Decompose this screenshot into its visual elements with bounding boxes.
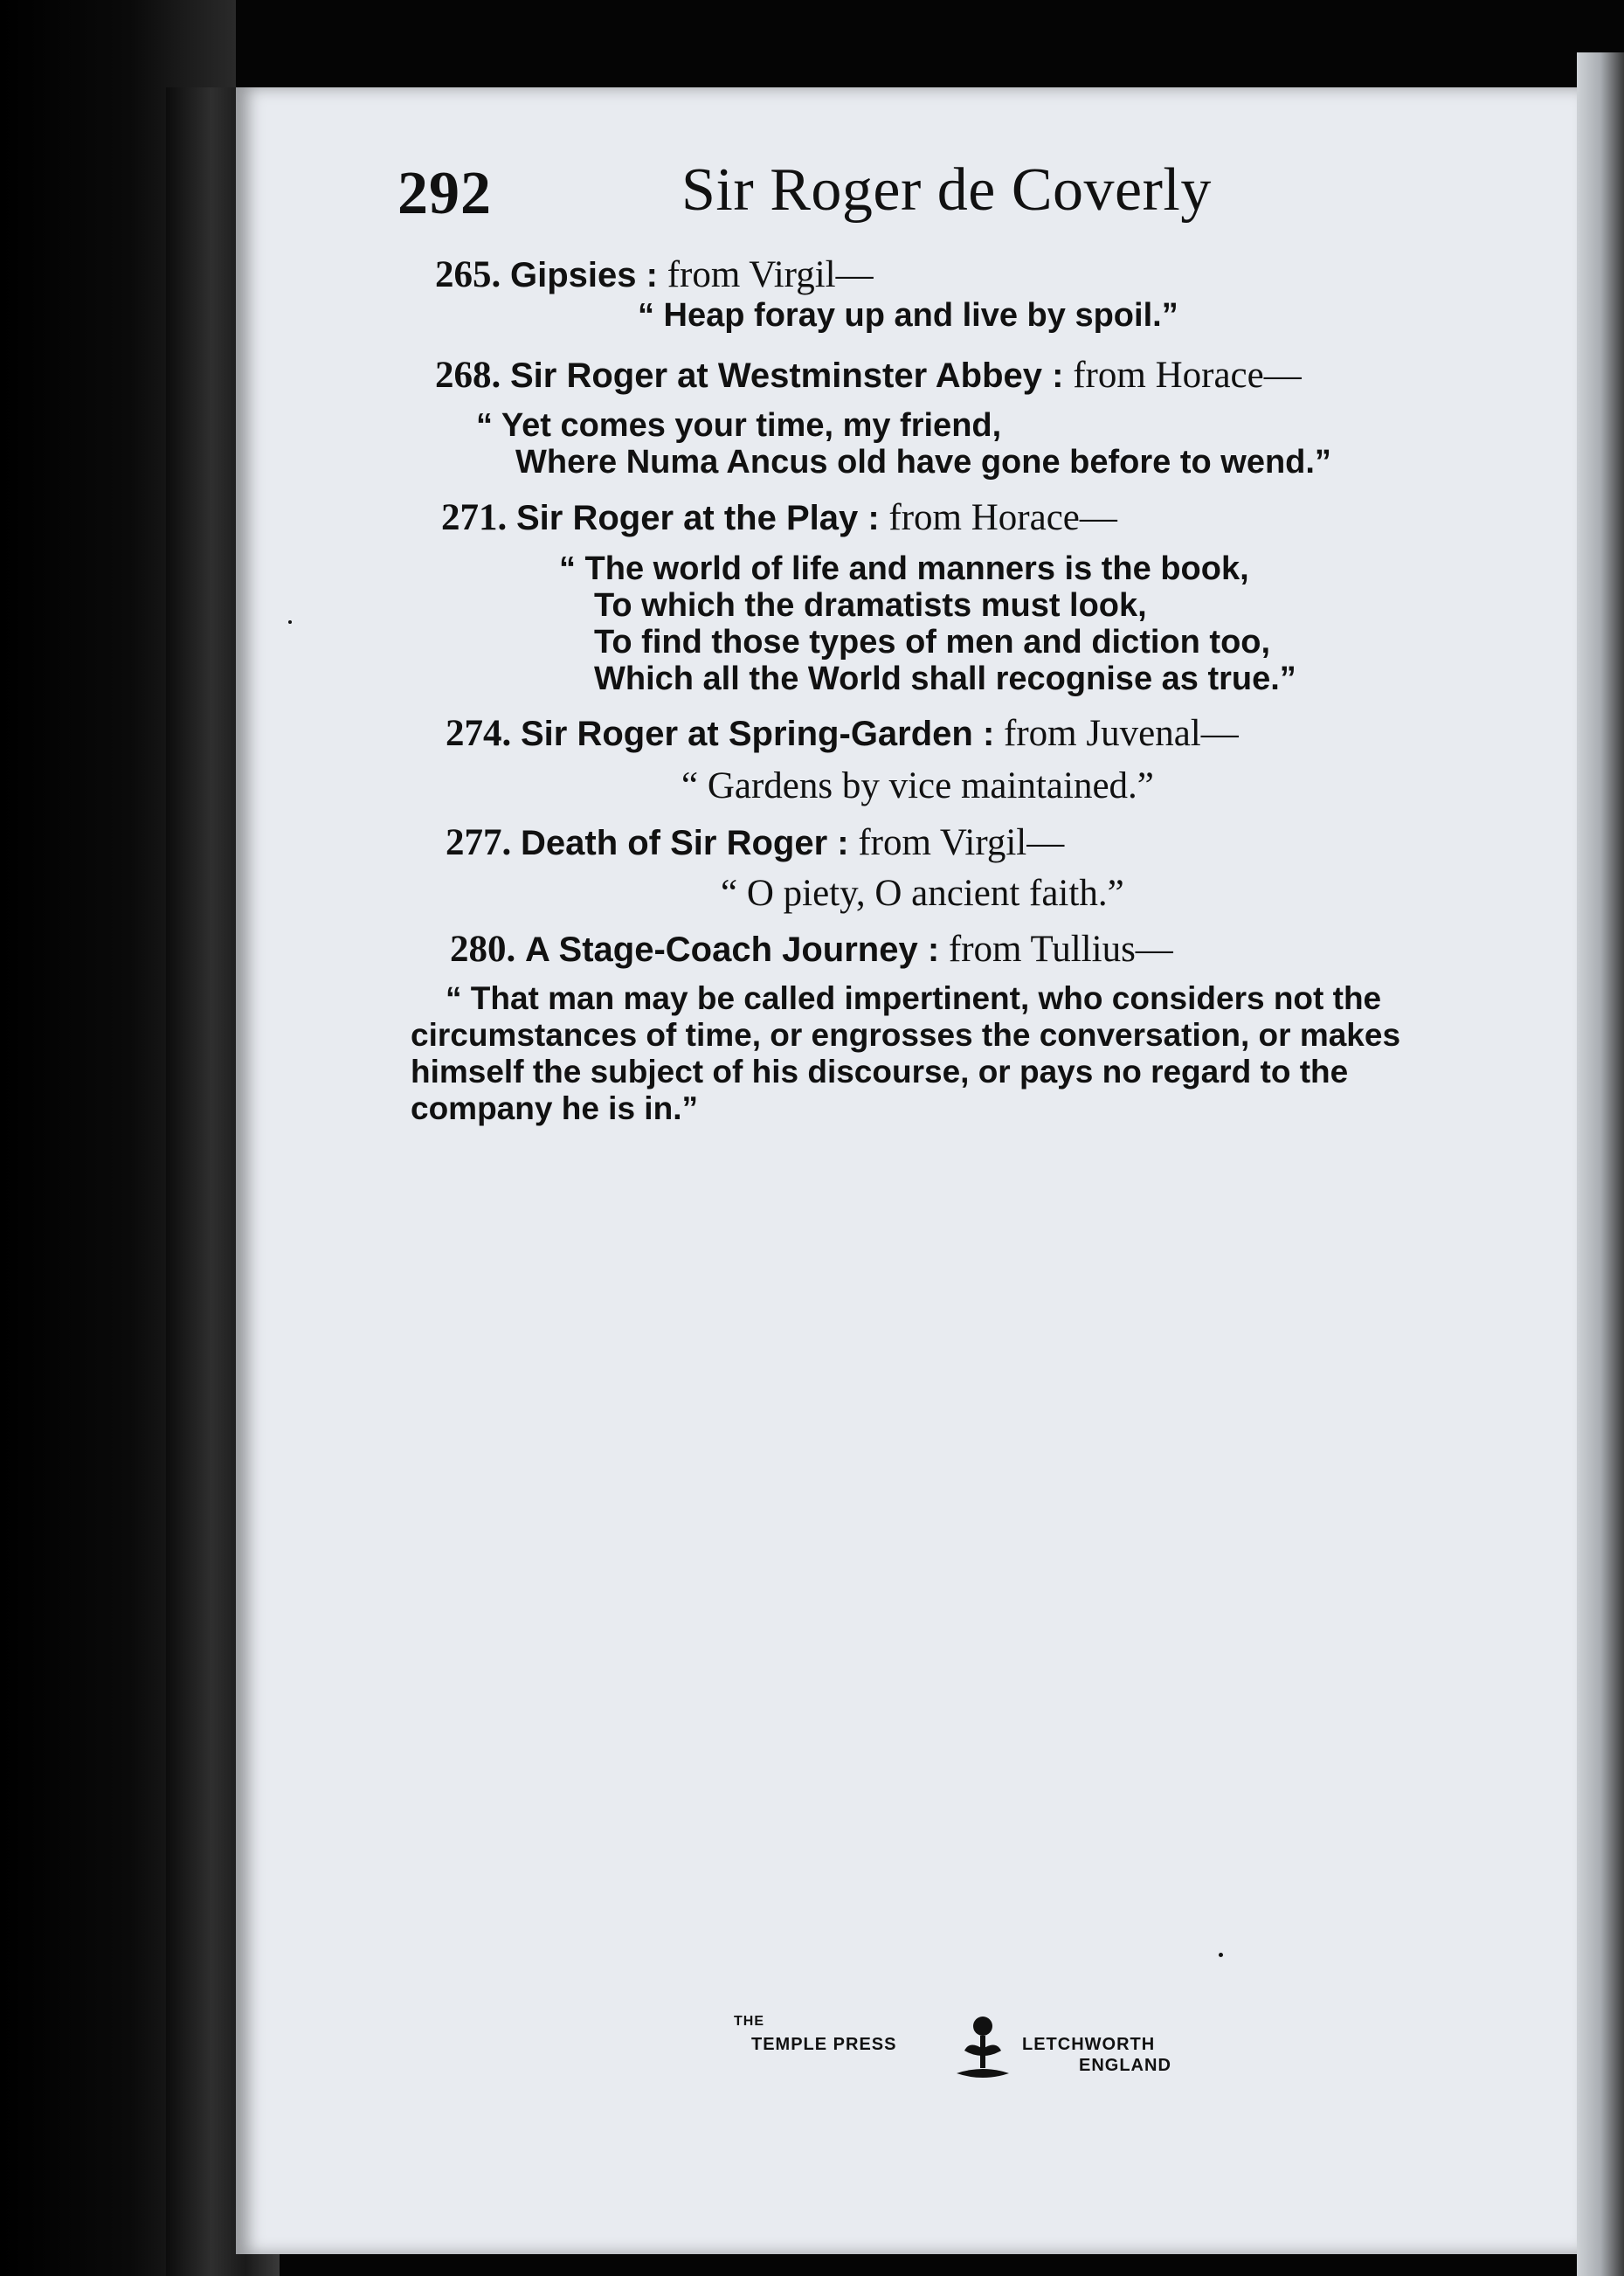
entry-source: from Horace— (1073, 355, 1302, 396)
imprint-country: ENGLAND (1079, 2056, 1171, 2075)
imprint-town: LETCHWORTH (1022, 2035, 1156, 2054)
entry-source: from Virgil— (858, 822, 1065, 863)
prose-quote (411, 980, 1511, 1127)
page-number: 292 (397, 160, 492, 227)
entry-280-heading (450, 928, 1173, 971)
ink-speck (1219, 1953, 1223, 1957)
entry-number: 277. (446, 822, 512, 863)
entry-277-heading (446, 821, 1064, 864)
entry-number: 280. (450, 929, 516, 970)
entry-title: Death of Sir Roger : (521, 824, 849, 862)
entry-title: Sir Roger at Spring-Garden : (521, 715, 995, 753)
entry-title: Sir Roger at the Play : (516, 499, 880, 537)
temple-press-emblem-icon (952, 2014, 1013, 2084)
entry-number: 265. (435, 254, 501, 295)
entry-title: Gipsies : (510, 256, 658, 294)
entry-source: from Juvenal— (1004, 713, 1239, 754)
book-page (236, 87, 1577, 2254)
entry-265-heading (435, 253, 874, 296)
quote-line: “ Heap foray up and live by spoil.” (638, 297, 1178, 334)
entry-source: from Tullius— (948, 929, 1173, 970)
quote-line: himself the subject of his discourse, or pays no regard to the (411, 1054, 1349, 1090)
entry-274-heading (446, 712, 1239, 755)
imprint-press: TEMPLE PRESS (751, 2035, 897, 2054)
entry-source: from Virgil— (667, 254, 874, 295)
entry-title: A Stage-Coach Journey : (525, 930, 940, 969)
quote-line: “ Yet comes your time, my friend, (476, 407, 1002, 444)
entry-number: 274. (446, 713, 512, 754)
entry-source: from Horace— (888, 497, 1117, 538)
running-head: Sir Roger de Coverly (681, 156, 1212, 224)
quote-line: “ O piety, O ancient faith.” (721, 873, 1124, 914)
quote-line: “ Gardens by vice maintained.” (681, 765, 1154, 806)
entry-271-heading (441, 496, 1117, 539)
printer-imprint (734, 2014, 1223, 2093)
entry-title: Sir Roger at Westminster Abbey : (510, 356, 1064, 395)
quote-line: Which all the World shall recognise as true.” (594, 661, 1296, 697)
entry-268-heading (435, 354, 1302, 397)
entry-number: 271. (441, 497, 508, 538)
quote-line: circumstances of time, or engrosses the conversation, or makes (411, 1017, 1401, 1053)
imprint-the: THE (734, 2014, 764, 2029)
quote-line: “ The world of life and manners is the book, (559, 550, 1249, 587)
quote-line: company he is in.” (411, 1090, 698, 1126)
entry-number: 268. (435, 355, 501, 396)
quote-line: To find those types of men and diction too, (594, 624, 1271, 661)
page-edge-strip (1577, 52, 1624, 2276)
quote-line: Where Numa Ancus old have gone before to wend.” (515, 444, 1331, 481)
quote-line: To which the dramatists must look, (594, 587, 1147, 624)
ink-speck (288, 620, 292, 624)
quote-line: “ That man may be called impertinent, who considers not the (446, 980, 1382, 1016)
